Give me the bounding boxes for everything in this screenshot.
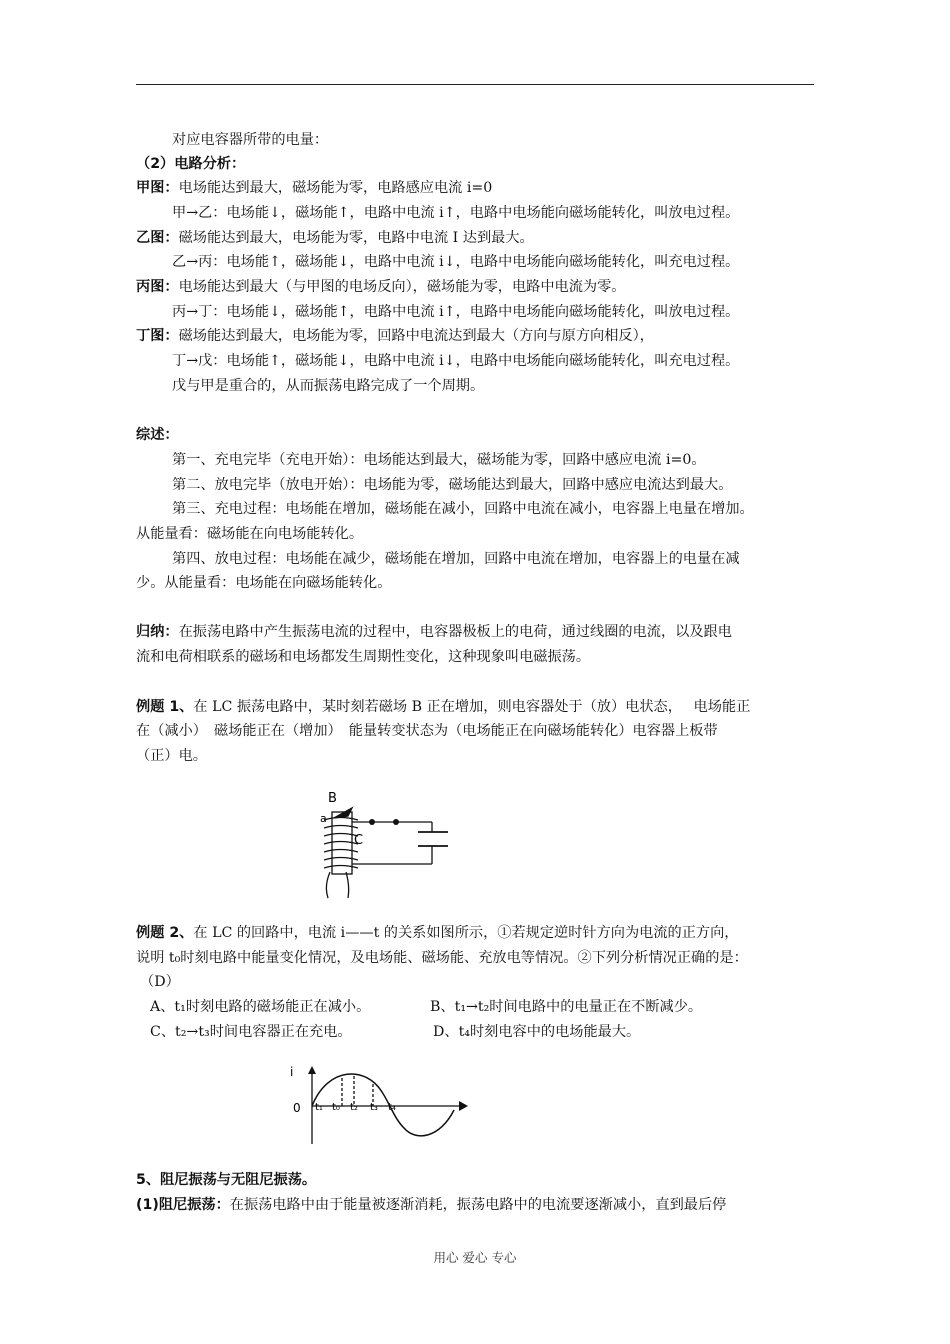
tick-t3: t₃ [370, 1102, 378, 1113]
coil-lead [326, 872, 330, 898]
tick-t1: t₁ [315, 1102, 323, 1113]
text-line: 丙→丁：电场能↓，磁场能↑，电路中电流 i↑，电路中电场能向磁场能转化，叫放电过程。 [172, 304, 740, 320]
section-heading: （2）电路分析： [136, 156, 246, 172]
junction-dot [369, 819, 375, 825]
page-footer: 用心 爱心 专心 [433, 1250, 517, 1265]
text-line: 归纳：在振荡电路中产生振荡电流的过程中，电容器极板上的电荷，通过线圈的电流，以及跟电 [136, 624, 732, 640]
text-line: (1)阻尼振荡：在振荡电路中由于能量被逐渐消耗，振荡电路中的电流要逐渐减小，直到最后停 [136, 1197, 727, 1213]
section-heading: 5、阻尼振荡与无阻尼振荡。 [136, 1172, 317, 1188]
t-axis-arrow [459, 1101, 468, 1111]
i-axis-arrow [308, 1066, 316, 1074]
text-line: 对应电容器所带的电量： [172, 132, 329, 148]
text-line: 丁→戊：电场能↑，磁场能↓，电路中电流 i↓，电路中电场能向磁场能转化，叫充电过程。 [172, 353, 740, 369]
header-rule [136, 84, 814, 85]
text-line: 第四、放电过程：电场能在减少，磁场能在增加，回路中电流在增加，电容器上的电量在减 [172, 551, 740, 567]
text-line: 少。从能量看：电场能在向磁场能转化。 [136, 575, 392, 591]
text-line: 丁图：磁场能达到最大，电场能为零，回路中电流达到最大（方向与原方向相反）， [136, 328, 654, 344]
option-c: C、t₂→t₃时间电容器正在充电。 [150, 1024, 352, 1040]
origin-label: 0 [293, 1101, 301, 1115]
junction-dot [393, 819, 399, 825]
tick-t2: t₂ [350, 1102, 358, 1113]
current-time-graph [282, 1060, 472, 1148]
text-line: 甲→乙：电场能↓，磁场能↑，电路中电流 i↑，电路中电场能向磁场能转化，叫放电过程。 [172, 205, 740, 221]
text-line: 在（减小） 磁场能正在（增加） 能量转变状态为（电场能正在向磁场能转化）电容器上板带 [136, 723, 718, 739]
inductor-core [332, 812, 352, 874]
text-line: 流和电荷相联系的磁场和电场都发生周期性变化，这种现象叫电磁振荡。 [136, 649, 591, 665]
text-line: （正）电。 [136, 748, 207, 764]
section-heading: 综述： [136, 427, 179, 443]
option-d: D、t₄时刻电容中的电场能最大。 [433, 1024, 641, 1040]
tick-t4: t₄ [388, 1102, 396, 1113]
field-arrow [334, 808, 352, 818]
text-line: 丙图：电场能达到最大（与甲图的电场反向），磁场能为零，电路中电流为零。 [136, 279, 626, 295]
text-line: 例题 2、在 LC 的回路中，电流 i——t 的关系如图所示，①若规定逆时针方向为电流的正方向， [136, 925, 739, 941]
text-line: 戊与甲是重合的，从而振荡电路完成了一个周期。 [172, 378, 485, 394]
text-line: 从能量看：磁场能在向电场能转化。 [136, 526, 364, 542]
lc-circuit-figure [310, 784, 470, 900]
text-line: 例题 1、在 LC 振荡电路中，某时刻若磁场 B 正在增加，则电容器处于（放）电状态， 电场能正 [136, 699, 751, 715]
text-line: 第二、放电完毕（放电开始）：电场能为零，磁场能达到最大，回路中感应电流达到最大。 [172, 477, 733, 493]
text-line: 说明 t₀时刻电路中能量变化情况，及电场能、磁场能、充放电等情况。②下列分析情况正确的是： [136, 950, 748, 966]
text-line: 第一、充电完毕（充电开始）：电场能达到最大，磁场能为零，回路中感应电流 i=0。 [172, 452, 706, 468]
text-line: 甲图：电场能达到最大，磁场能为零，电路感应电流 i=0 [136, 180, 493, 196]
label-a: a [320, 812, 327, 825]
text-line: 乙图：磁场能达到最大，电场能为零，电路中电流 I 达到最大。 [136, 230, 534, 246]
coil-lead [346, 872, 349, 898]
label-c: C [354, 833, 364, 848]
text-line: 乙→丙：电场能↑，磁场能↓，电路中电流 i↓，电路中电场能向磁场能转化，叫充电过程。 [172, 254, 740, 270]
axis-label-i: i [290, 1065, 294, 1079]
option-a: A、t₁时刻电路的磁场能正在减小。 [150, 999, 371, 1015]
text-line: 第三、充电过程：电场能在增加，磁场能在减小，回路中电流在减小，电容器上电量在增加。 [172, 501, 754, 517]
text-line: （D） [140, 974, 180, 990]
option-b: B、t₁→t₂时间电路中的电量正在不断减少。 [430, 999, 703, 1015]
label-b: B [328, 791, 337, 806]
inductor-coil [324, 818, 358, 869]
tick-t0: t₀ [332, 1102, 340, 1113]
